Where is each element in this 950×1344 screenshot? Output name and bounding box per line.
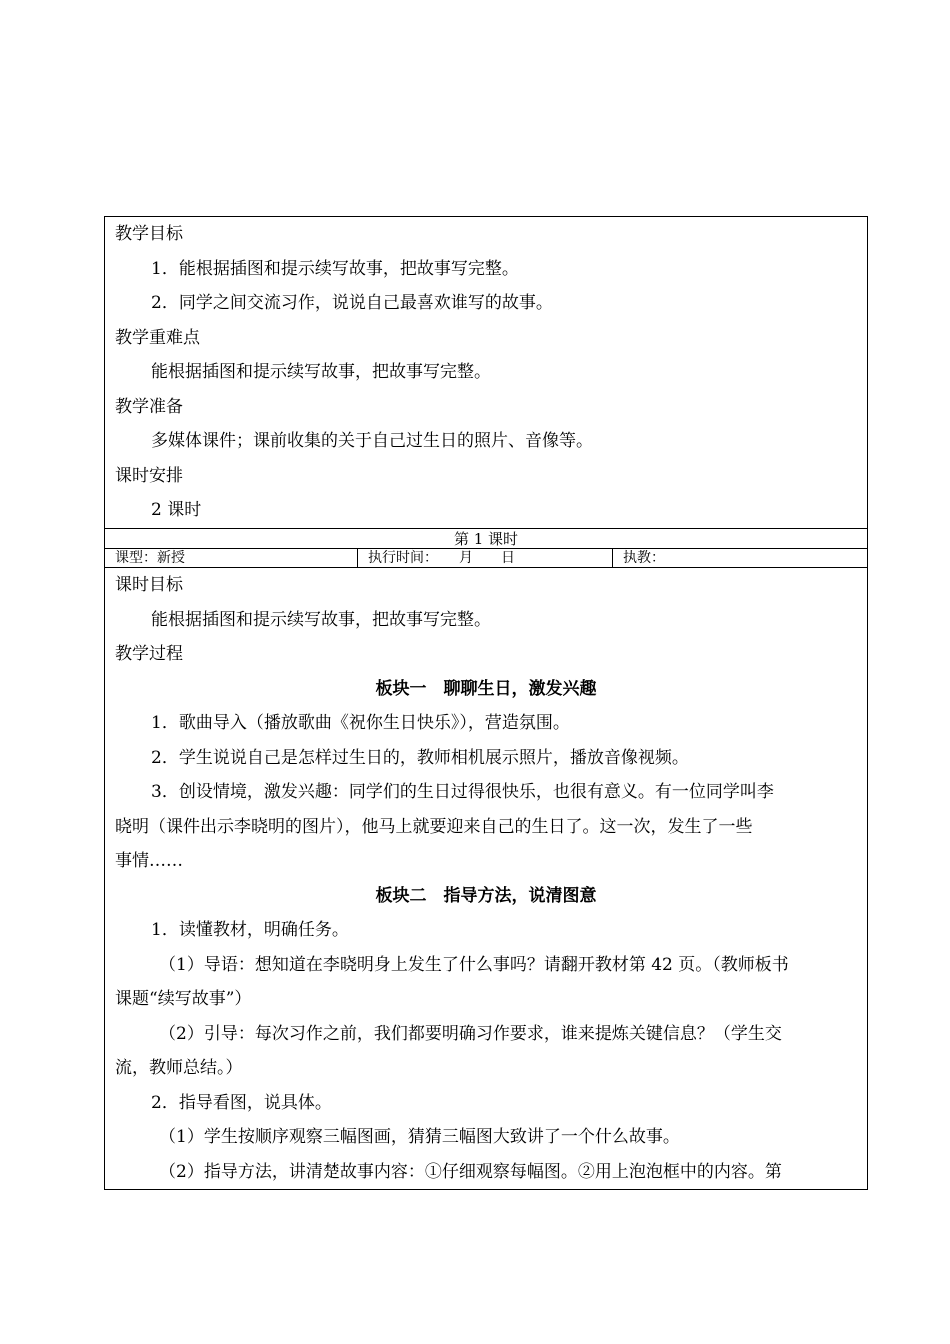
process-heading: 教学过程 [115, 644, 183, 664]
lesson-body-section [105, 568, 867, 1189]
block1-item-cont: 事情…… [115, 851, 183, 871]
block2-title: 板块二 指导方法，说清图意 [375, 885, 597, 906]
lesson-goal-text: 能根据插图和提示续写故事，把故事写完整。 [151, 609, 491, 630]
block2-item-cont: 流，教师总结。） [115, 1058, 243, 1078]
objective-item: 1．能根据插图和提示续写故事，把故事写完整。 [151, 258, 519, 279]
block1-item: 1．歌曲导入（播放歌曲《祝你生日快乐》），营造氛围。 [151, 713, 570, 733]
block1-title: 板块一 聊聊生日，激发兴趣 [375, 678, 597, 699]
lesson-time: 执行时间： 月 日 [358, 549, 613, 567]
difficulty-text: 能根据插图和提示续写故事，把故事写完整。 [151, 362, 491, 382]
lesson-type: 课型：新授 [105, 549, 358, 567]
block2-item: （1）学生按顺序观察三幅图画，猜猜三幅图大致讲了一个什么故事。 [159, 1127, 680, 1147]
lesson-plan-table [104, 216, 868, 1190]
block1-item: 3．创设情境，激发兴趣：同学们的生日过得很快乐，也很有意义。有一位同学叫李 [151, 782, 774, 802]
lesson-info-row [105, 549, 867, 568]
preparation-heading: 教学准备 [115, 396, 183, 417]
block1-item: 2．学生说说自己是怎样过生日的，教师相机展示照片，播放音像视频。 [151, 747, 689, 768]
block2-item: （2）引导：每次习作之前，我们都要明确习作要求，谁来提炼关键信息？（学生交 [159, 1023, 782, 1044]
schedule-heading: 课时安排 [115, 465, 183, 486]
block2-item: 1．读懂教材，明确任务。 [151, 920, 349, 940]
block1-item-cont: 晓明（课件出示李晓明的图片），他马上就要迎来自己的生日了。这一次，发生了一些 [115, 816, 753, 837]
block2-item: （1）导语：想知道在李晓明身上发生了什么事吗？请翻开教材第 42 页。（教师板书 [159, 954, 789, 975]
block2-item-cont: 课题“续写故事”） [115, 989, 252, 1009]
lesson-teacher: 执教： [623, 550, 665, 566]
block2-item: 2．指导看图，说具体。 [151, 1092, 332, 1113]
lesson-title: 第 1 课时 [105, 529, 867, 549]
preparation-text: 多媒体课件；课前收集的关于自己过生日的照片、音像等。 [151, 431, 593, 451]
overview-section [105, 217, 867, 529]
objective-item: 2．同学之间交流习作，说说自己最喜欢谁写的故事。 [151, 293, 553, 313]
difficulty-heading: 教学重难点 [115, 327, 200, 348]
objectives-heading: 教学目标 [115, 224, 183, 244]
lesson-goal-heading: 课时目标 [115, 575, 183, 595]
block2-item: （2）指导方法，讲清楚故事内容：①仔细观察每幅图。②用上泡泡框中的内容。第 [159, 1161, 782, 1182]
schedule-text: 2 课时 [151, 500, 202, 520]
